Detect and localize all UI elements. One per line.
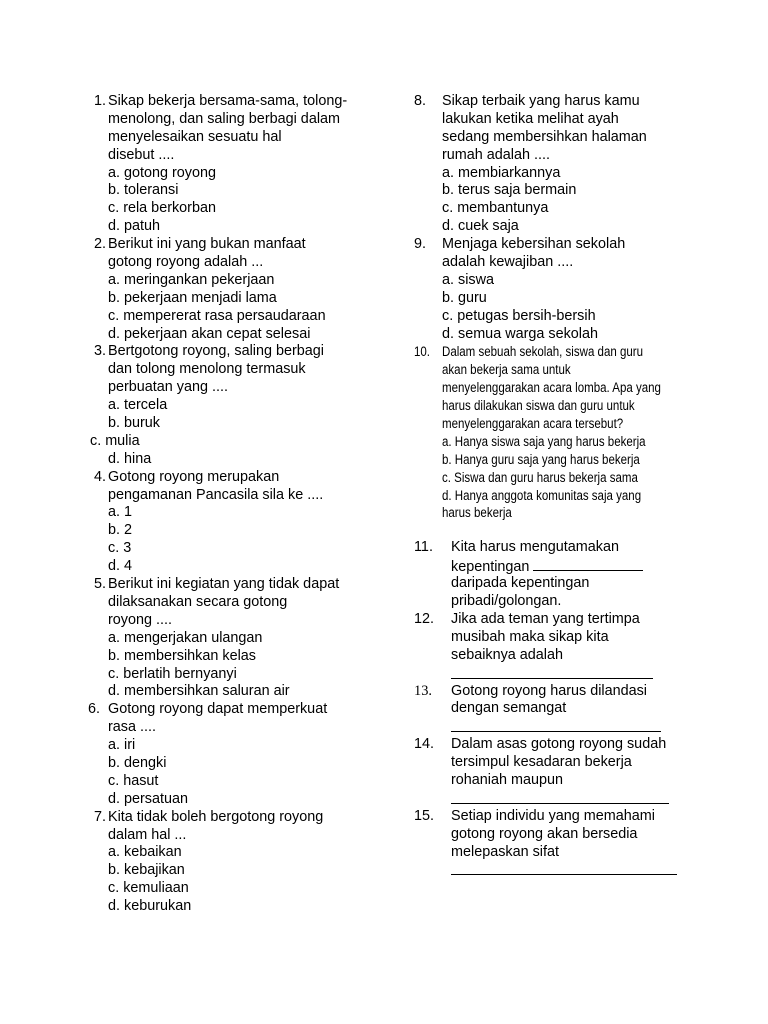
question-7 xyxy=(84,809,384,916)
question-line: royong .... xyxy=(108,611,172,628)
question-line: pribadi/golongan. xyxy=(451,593,562,610)
question-number: 11. xyxy=(414,539,433,556)
question-line: 7. Kita tidak boleh bergotong royong xyxy=(84,809,384,827)
question-line: gotong royong akan bersedia xyxy=(451,825,638,842)
question-11 xyxy=(412,539,712,611)
question-line: 10. Dalam sebuah sekolah, siswa dan guru xyxy=(414,344,644,360)
question-line: akan bekerja sama untuk xyxy=(442,362,571,378)
question-13 xyxy=(412,683,712,737)
question-line: menyelenggarakan acara tersebut? xyxy=(442,416,624,432)
answer-blank xyxy=(451,790,669,804)
question-number: 1. xyxy=(93,93,106,109)
question-line: melepaskan sifat xyxy=(451,843,559,860)
answer-option: c. Siswa dan guru harus bekerja sama xyxy=(442,469,638,485)
question-9 xyxy=(412,236,712,343)
answer-option: b. dengki xyxy=(108,754,167,771)
question-1 xyxy=(84,93,384,236)
question-line: rohaniah maupun xyxy=(451,771,564,788)
answer-blank-line xyxy=(412,790,712,808)
answer-option: a. kebaikan xyxy=(108,844,182,861)
question-line: musibah maka sikap kita xyxy=(451,628,609,645)
question-2 xyxy=(84,236,384,343)
question-line: 3. Bertgotong royong, saling berbagi xyxy=(84,343,384,361)
answer-option: d. semua warga sekolah xyxy=(442,325,598,342)
answer-option: c. mempererat rasa persaudaraan xyxy=(108,307,326,324)
answer-option: b. Hanya guru saja yang harus bekerja xyxy=(442,451,640,467)
question-number: 14. xyxy=(414,736,435,753)
answer-option: d. patuh xyxy=(108,218,161,235)
question-10 xyxy=(412,343,712,522)
question-line: 15. Setiap individu yang memahami xyxy=(414,807,655,824)
question-6 xyxy=(84,701,384,808)
answer-option: b. kebajikan xyxy=(108,862,185,879)
answer-option: b. membersihkan kelas xyxy=(108,647,256,664)
answer-blank-line xyxy=(412,665,712,683)
question-4 xyxy=(84,469,384,576)
question-5 xyxy=(84,576,384,701)
left-column xyxy=(84,93,384,916)
answer-option: b. toleransi xyxy=(108,182,179,199)
question-3 xyxy=(84,343,384,468)
question-line: 4. Gotong royong merupakan xyxy=(84,469,384,487)
answer-option: c. 3 xyxy=(108,540,132,557)
answer-blank xyxy=(451,861,677,875)
question-line: kepentingan xyxy=(412,557,712,575)
question-12 xyxy=(412,611,712,683)
question-line: 5. Berikut ini kegiatan yang tidak dapat xyxy=(84,576,384,594)
answer-option: c. hasut xyxy=(108,772,159,789)
answer-option: c. kemuliaan xyxy=(108,880,189,897)
question-line: harus dilakukan siswa dan guru untuk xyxy=(442,398,635,414)
answer-blank xyxy=(451,718,661,732)
question-line: adalah kewajiban .... xyxy=(442,254,574,271)
question-line: pengamanan Pancasila sila ke .... xyxy=(108,486,324,503)
answer-option: b. terus saja bermain xyxy=(442,182,577,199)
answer-option: a. meringankan pekerjaan xyxy=(108,271,275,288)
answer-option: d. hina xyxy=(108,450,152,467)
answer-option: d. 4 xyxy=(108,558,133,575)
answer-blank xyxy=(533,557,643,571)
right-column xyxy=(412,93,712,879)
answer-blank xyxy=(451,665,653,679)
question-number: 5. xyxy=(93,576,106,593)
answer-option: d. pekerjaan akan cepat selesai xyxy=(108,325,311,342)
answer-option: a. siswa xyxy=(442,271,494,288)
question-line: lakukan ketika melihat ayah xyxy=(442,110,619,127)
question-line: rumah adalah .... xyxy=(442,146,550,163)
question-number: 8. xyxy=(414,93,427,109)
question-line: gotong royong adalah ... xyxy=(108,254,264,271)
question-number: 3. xyxy=(93,343,106,360)
answer-option: c. membantunya xyxy=(442,200,549,217)
question-number: 4. xyxy=(93,468,106,485)
question-15 xyxy=(412,808,712,880)
question-line: 14. Dalam asas gotong royong sudah xyxy=(414,736,667,753)
question-number: 9. xyxy=(414,236,427,253)
question-line: 13. Gotong royong harus dilandasi xyxy=(414,682,648,699)
question-line: menyelesaikan sesuatu hal xyxy=(108,128,282,145)
answer-option: b. pekerjaan menjadi lama xyxy=(108,289,277,306)
question-line: 2. Berikut ini yang bukan manfaat xyxy=(84,236,384,254)
answer-option: a. Hanya siswa saja yang harus bekerja xyxy=(442,433,646,449)
question-number: 10. xyxy=(414,344,431,360)
question-line: menyelenggarakan acara lomba. Apa yang xyxy=(442,380,661,396)
answer-option: d. membersihkan saluran air xyxy=(108,683,290,700)
question-number: 12. xyxy=(414,610,435,627)
question-line: sedang membersihkan halaman xyxy=(442,128,647,145)
question-line: dengan semangat xyxy=(451,700,567,717)
answer-option: c. petugas bersih-bersih xyxy=(442,307,596,324)
answer-option: a. 1 xyxy=(108,504,133,521)
question-line: perbuatan yang .... xyxy=(108,379,229,396)
question-number: 2. xyxy=(93,236,106,253)
question-line: 9. Menjaga kebersihan sekolah xyxy=(414,236,626,253)
question-line: 11. Kita harus mengutamakan xyxy=(414,539,619,556)
question-line: tersimpul kesadaran bekerja xyxy=(451,754,632,771)
question-line: dilaksanakan secara gotong xyxy=(108,593,288,610)
answer-option: b. 2 xyxy=(108,522,133,539)
question-line: menolong, dan saling berbagi dalam xyxy=(108,110,341,127)
answer-option: d. cuek saja xyxy=(442,218,519,235)
answer-option: b. guru xyxy=(442,289,487,306)
question-line: dan tolong menolong termasuk xyxy=(108,361,306,378)
question-line: dalam hal ... xyxy=(108,826,187,843)
answer-option: d. keburukan xyxy=(108,898,192,915)
question-14 xyxy=(412,736,712,808)
answer-option: a. membiarkannya xyxy=(442,164,561,181)
question-number: 6. xyxy=(87,701,100,718)
answer-option: c. mulia xyxy=(90,432,140,449)
answer-option: d. Hanya anggota komunitas saja yang xyxy=(442,487,642,503)
answer-option: c. berlatih bernyanyi xyxy=(108,665,237,682)
question-line: 1. Sikap bekerja bersama-sama, tolong- xyxy=(84,93,384,111)
question-number: 15. xyxy=(414,807,435,824)
answer-option: a. mengerjakan ulangan xyxy=(108,629,263,646)
answer-option: a. gotong royong xyxy=(108,164,217,181)
answer-option: c. rela berkorban xyxy=(108,200,216,217)
answer-option: d. persatuan xyxy=(108,790,189,807)
question-line: rasa .... xyxy=(108,719,156,736)
question-line: daripada kepentingan xyxy=(451,575,590,592)
question-line: 6. Gotong royong dapat memperkuat xyxy=(84,701,384,719)
question-number: 13. xyxy=(414,682,432,699)
answer-blank-line xyxy=(412,861,712,879)
question-number: 7. xyxy=(93,808,106,825)
answer-option: harus bekerja xyxy=(442,505,512,521)
question-line: disebut .... xyxy=(108,146,175,163)
answer-option: b. buruk xyxy=(108,415,160,432)
answer-option: a. iri xyxy=(108,737,136,754)
question-line: 8. Sikap terbaik yang harus kamu xyxy=(414,93,640,109)
answer-blank-line xyxy=(412,718,712,736)
answer-option: a. tercela xyxy=(108,397,168,414)
question-line: 12. Jika ada teman yang tertimpa xyxy=(414,610,640,627)
question-8 xyxy=(412,93,712,236)
question-line: sebaiknya adalah xyxy=(451,646,564,663)
